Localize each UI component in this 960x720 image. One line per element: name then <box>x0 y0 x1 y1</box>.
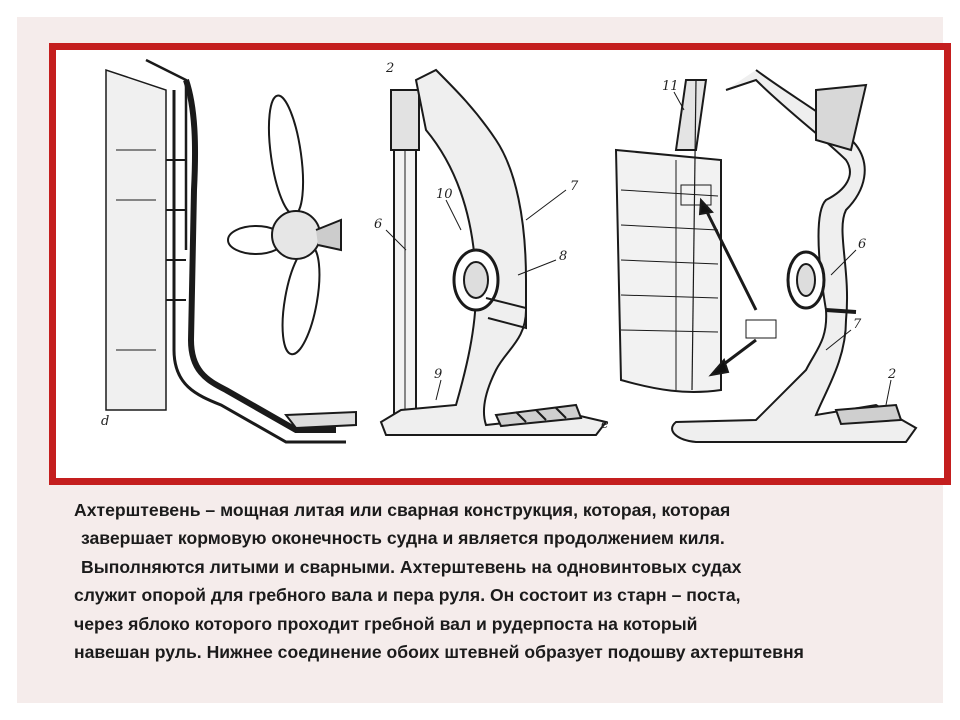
callout-7-middle: 7 <box>570 179 579 194</box>
callout-9: 9 <box>434 367 443 382</box>
callout-7-right: 7 <box>853 317 862 332</box>
callout-8: 8 <box>559 249 568 264</box>
callout-10: 10 <box>436 187 453 202</box>
callout-6-middle: 6 <box>374 217 383 232</box>
caption-line: завершает кормовую оконечность судна и является продолжением киля. <box>81 528 725 549</box>
callout-11: 11 <box>662 79 679 94</box>
callout-2-middle: 2 <box>386 61 395 76</box>
panel-label-left: d <box>101 414 110 429</box>
panel-label-middle: e <box>601 417 609 432</box>
callout-6-right: 6 <box>858 237 867 252</box>
cast-sternpost-drawing <box>381 70 606 435</box>
caption-line: через яблоко которого проходит гребной вал и рудерпоста на который <box>74 613 698 634</box>
slide <box>17 17 943 703</box>
callout-2-right: 2 <box>888 367 897 382</box>
caption-line: навешан руль. Нижнее соединение обоих штевней образует подошву ахтерштевня <box>74 642 804 663</box>
rudder-sternpost-drawing <box>616 70 916 442</box>
caption-line: Выполняются литыми и сварными. Ахтерштевень на одновинтовых судах <box>81 556 742 577</box>
caption-text <box>74 496 960 666</box>
caption-line: Ахтерштевень – мощная литая или сварная конструкция, которая, которая <box>74 500 731 520</box>
hull-propeller-drawing <box>106 60 356 442</box>
sternpost-illustration <box>56 50 944 478</box>
figure-frame <box>49 43 951 485</box>
caption-line: служит опорой для гребного вала и пера руля. Он состоит из старн – поста, <box>74 585 741 606</box>
